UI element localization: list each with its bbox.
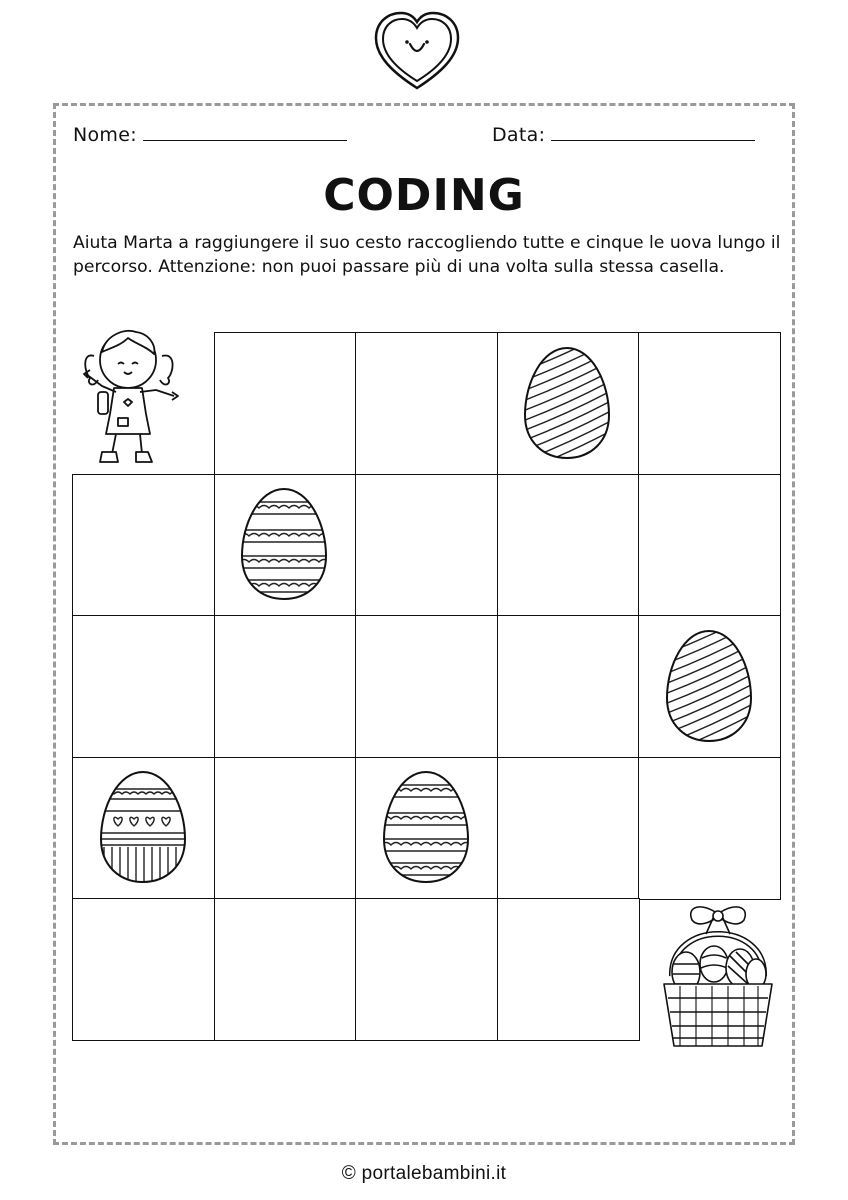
grid-cell-r3-c1[interactable] <box>72 615 215 758</box>
easter-egg-icon[interactable] <box>381 769 471 889</box>
name-field[interactable] <box>73 124 347 146</box>
easter-egg-icon[interactable] <box>239 486 329 606</box>
easter-egg-icon[interactable] <box>522 345 612 465</box>
grid-cell-r2-c5[interactable] <box>638 474 781 617</box>
grid-cell-r2-c1[interactable] <box>72 474 215 617</box>
easter-egg-icon[interactable] <box>664 628 754 748</box>
grid-cell-r1-c3[interactable] <box>355 332 498 475</box>
grid-cell-r4-c4[interactable] <box>497 757 640 900</box>
easter-basket-icon <box>656 900 780 1056</box>
grid-cell-r3-c2[interactable] <box>214 615 357 758</box>
grid-cell-r3-c4[interactable] <box>497 615 640 758</box>
date-label: Data: <box>492 124 546 146</box>
girl-marta-icon <box>76 322 186 472</box>
grid-cell-r5-c1[interactable] <box>72 898 215 1041</box>
name-label: Nome: <box>73 124 137 146</box>
grid-cell-r2-c4[interactable] <box>497 474 640 617</box>
smiley-heart-logo-icon <box>372 10 462 92</box>
page-title: CODING <box>323 170 525 221</box>
grid-cell-r1-c5[interactable] <box>638 332 781 475</box>
grid-cell-r5-c2[interactable] <box>214 898 357 1041</box>
grid-cell-r2-c3[interactable] <box>355 474 498 617</box>
instructions-text: Aiuta Marta a raggiungere il suo cesto raccogliendo tutte e cinque le uova lungo il percorso. Attenzione: non puoi passare più di una volta sulla stessa casella. <box>73 233 781 277</box>
grid-cell-r1-c2[interactable] <box>214 332 357 475</box>
name-blank-line[interactable] <box>143 139 347 141</box>
footer-copyright: © portalebambini.it <box>341 1163 507 1184</box>
date-field[interactable] <box>492 124 755 146</box>
grid-cell-r3-c3[interactable] <box>355 615 498 758</box>
grid-cell-r4-c2[interactable] <box>214 757 357 900</box>
easter-egg-icon[interactable] <box>98 769 188 889</box>
grid-cell-r4-c5[interactable] <box>638 757 781 900</box>
date-blank-line[interactable] <box>551 139 755 141</box>
grid-cell-r5-c4[interactable] <box>497 898 640 1041</box>
grid-cell-r5-c3[interactable] <box>355 898 498 1041</box>
